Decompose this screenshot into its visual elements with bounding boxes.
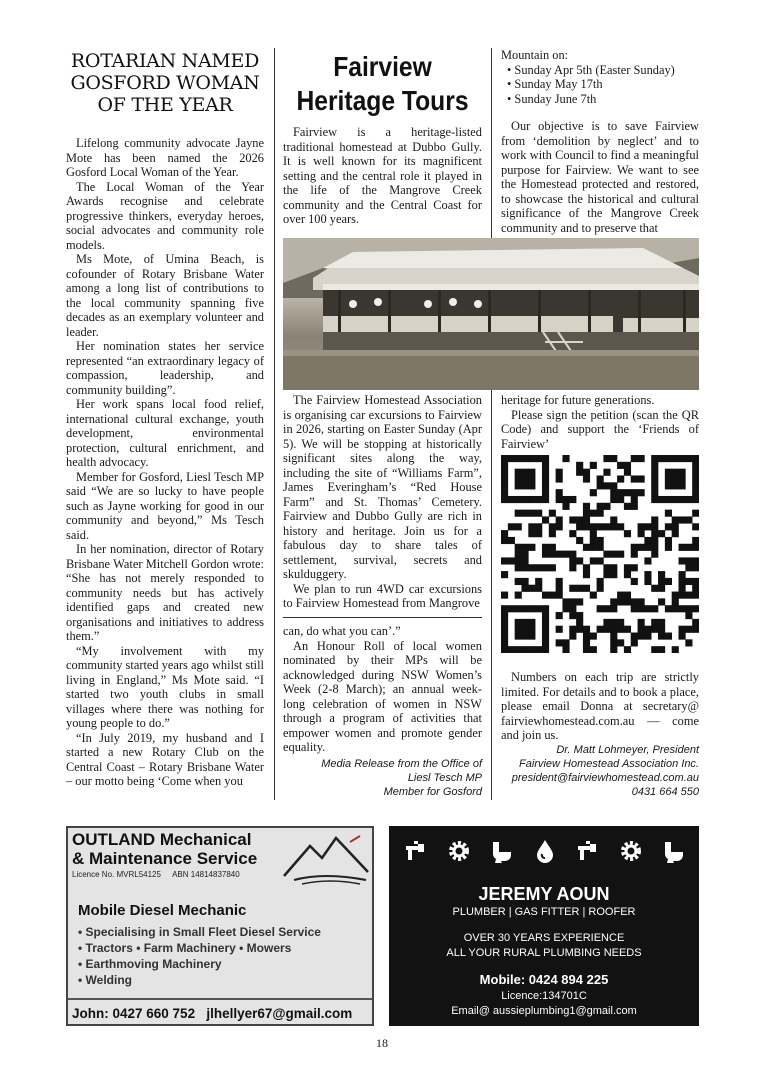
tour-date: • Sunday May 17th: [507, 77, 603, 91]
heritage-excursions: [283, 393, 482, 611]
excursion-paragraph: We plan to run 4WD car excursions to Fairview Homestead from Mangrove: [283, 581, 482, 610]
plumber-trades: PLUMBER | GAS FITTER | ROOFER: [452, 906, 636, 918]
credit-line: Member for Gosford: [383, 785, 482, 798]
tap-icon: [575, 838, 601, 864]
objective-continuation: heritage for future generations.: [501, 393, 655, 407]
article-paragraph: In her nomination, director of Rotary Brisbane Water Mitchell Gordon wrote: “She has not merely responded to community needs but has actively identified gaps and created new organisations and initiatives to address them.”: [66, 542, 264, 643]
petition-qr-code[interactable]: [501, 455, 699, 653]
president-signature: [501, 743, 699, 799]
plumber-mobile[interactable]: Mobile: 0424 894 225: [479, 972, 609, 987]
booking-paragraph: Numbers on each trip are strictly limited. For details and to book a place, please email Donna at secretary@ fairviewhomestead.com.au — come and join us.: [501, 670, 699, 742]
plumber-advertisement: [389, 826, 699, 1026]
article-paragraph: The Local Woman of the Year Awards recognise and celebrate progressive thinkers, everyday heroes, social advocates and community role models.: [66, 179, 264, 252]
excursion-paragraph: The Fairview Homestead Association is organising car excursions to Fairview in 2026, starting on Easter Sunday (Apr 5). We will be stopping at historically significant sites along the way, including the site of “Williams Farm”, James Everingham’s “Red House Farm” and St. Thomas’ Cemetery. Fairview and Dubbo Gully are rich in history and heritage. Join us for a fabulous day to share tales of settlement, survival, secrets and skulduggery.: [283, 393, 482, 581]
service-item: • Welding: [78, 973, 132, 987]
heritage-intro: Fairview is a heritage-listed traditional homestead at Dubbo Gully. It is well known for its magnificent setting and the central role it played in the life of the Mangrove Creek community and the Central Coast for over 100 years.: [283, 125, 482, 226]
page-number: 18: [376, 1036, 388, 1050]
plumber-licence: Licence:134701C: [501, 990, 587, 1002]
article-paragraph: Member for Gosford, Liesl Tesch MP said “We are so lucky to have people such as Jayne working for good in our community and beyond,” Ms Tesch said.: [66, 469, 264, 542]
outland-headline: Mobile Diesel Mechanic: [78, 902, 247, 919]
tour-date: • Sunday June 7th: [507, 91, 597, 106]
drop-icon: [532, 838, 558, 864]
plumber-email[interactable]: Email@ aussieplumbing1@gmail.com: [451, 1005, 637, 1017]
tour-date: • Sunday Apr 5th (Easter Sunday): [507, 62, 675, 77]
media-release-credit: [283, 757, 482, 799]
outland-advertisement: [66, 826, 374, 1026]
plumbing-icon-row: [403, 838, 687, 864]
booking-section: [501, 670, 699, 799]
petition-paragraph: Please sign the petition (scan the QR Code) and support the ‘Friends of Fairview’: [501, 407, 699, 451]
article-paragraph: Lifelong community advocate Jayne Mote has been named the 2026 Gosford Local Woman of the Year.: [66, 136, 264, 179]
tap-icon: [403, 838, 429, 864]
service-item: • Earthmoving Machinery: [78, 957, 222, 971]
article-paragraph: Ms Mote, of Umina Beach, is cofounder of Rotary Brisbane Water among a long list of contributions to the local community spanning five decades as an exemplary volunteer and leader.: [66, 252, 264, 339]
column-divider-left: [274, 48, 275, 800]
outland-registration: [72, 870, 240, 879]
plumber-experience: OVER 30 YEARS EXPERIENCE: [463, 932, 625, 944]
credit-line: Media Release from the Office of: [321, 757, 482, 770]
dates-lead: Mountain on:: [501, 48, 569, 62]
article-paragraph: An Honour Roll of local women nominated by their MPs will be acknowledged during NSW Women’s Week (2-8 March); an annual week-long celebration of women in NSW through a program of activities that empower women and promote gender equality.: [283, 638, 482, 754]
article-paragraph: “In July 2019, my husband and I started a new Rotary Club on the Central Coast – Rotary Brisbane Water – our motto being ‘Come when you: [66, 730, 264, 788]
mountain-logo-icon: [280, 832, 372, 886]
article-paragraph: “My involvement with my community started years ago whilst still living in England,” Ms Mote said. “I started two youth clubs in small villages where there was nothing for young people to do.”: [66, 643, 264, 730]
plumber-experience-2: ALL YOUR RURAL PLUMBING NEEDS: [446, 947, 642, 959]
toilet-icon: [661, 838, 687, 864]
toilet-icon: [489, 838, 515, 864]
signature-email[interactable]: president@fairviewhomestead.com.au: [511, 771, 699, 784]
heritage-article: [283, 50, 482, 227]
tour-dates-list: [501, 63, 699, 107]
column-divider-right: [491, 48, 492, 800]
outland-contact[interactable]: John: 0427 660 752 jlhellyer67@gmail.com: [72, 1006, 353, 1021]
homestead-photo: [283, 238, 699, 390]
signature-line: Fairview Homestead Association Inc.: [519, 757, 699, 770]
outland-abn: ABN 14814837840: [172, 870, 240, 879]
signature-phone: 0431 664 550: [631, 785, 699, 798]
outland-brand: [72, 830, 257, 868]
rotarian-article: [66, 50, 264, 789]
heritage-headline-line1: Fairview: [333, 51, 432, 82]
outland-services-list: [78, 924, 321, 988]
rotarian-headline: ROTARIAN NAMED GOSFORD WOMAN OF THE YEAR: [70, 50, 260, 116]
service-item: • Tractors • Farm Machinery • Mowers: [78, 941, 292, 955]
gear-icon: [446, 838, 472, 864]
gear-icon: [618, 838, 644, 864]
outland-divider: [68, 998, 372, 1000]
outland-brand-line2: & Maintenance Service: [72, 849, 258, 868]
article-paragraph: Her work spans local food relief, international cultural exchange, youth development, environmental protection, cultural enrichment, and health advocacy.: [66, 397, 264, 469]
outland-licence: Licence No. MVRL54125: [72, 870, 161, 879]
credit-line: Liesl Tesch MP: [407, 771, 482, 784]
outland-brand-rest: Mechanical: [155, 830, 252, 849]
article-paragraph: Her nomination states her service represented “an extraordinary legacy of compassion, leadership, and community building”.: [66, 339, 264, 397]
outland-brand-bold: OUTLAND: [72, 830, 156, 849]
heritage-headline-line2: Heritage Tours: [296, 85, 469, 116]
article-continuation: can, do what you can’.”: [283, 624, 401, 638]
heritage-headline: [295, 50, 470, 118]
section-rule: [283, 617, 482, 618]
objective-paragraph: Our objective is to save Fairview from ‘demolition by neglect’ and to work with Council to find a meaningful purpose for Fairview. We want to see the Homestead protected and restored, to showcase the historical and cultural significance of the Mangrove Creek community and to preserve that: [501, 119, 699, 235]
heritage-article-continued: [501, 48, 699, 235]
petition-section: [501, 393, 699, 451]
plumber-name: JEREMY AOUN: [478, 884, 610, 904]
service-item: • Specialising in Small Fleet Diesel Service: [78, 925, 321, 939]
rotarian-article-continued: [283, 624, 482, 799]
signature-line: Dr. Matt Lohmeyer, President: [556, 743, 699, 756]
